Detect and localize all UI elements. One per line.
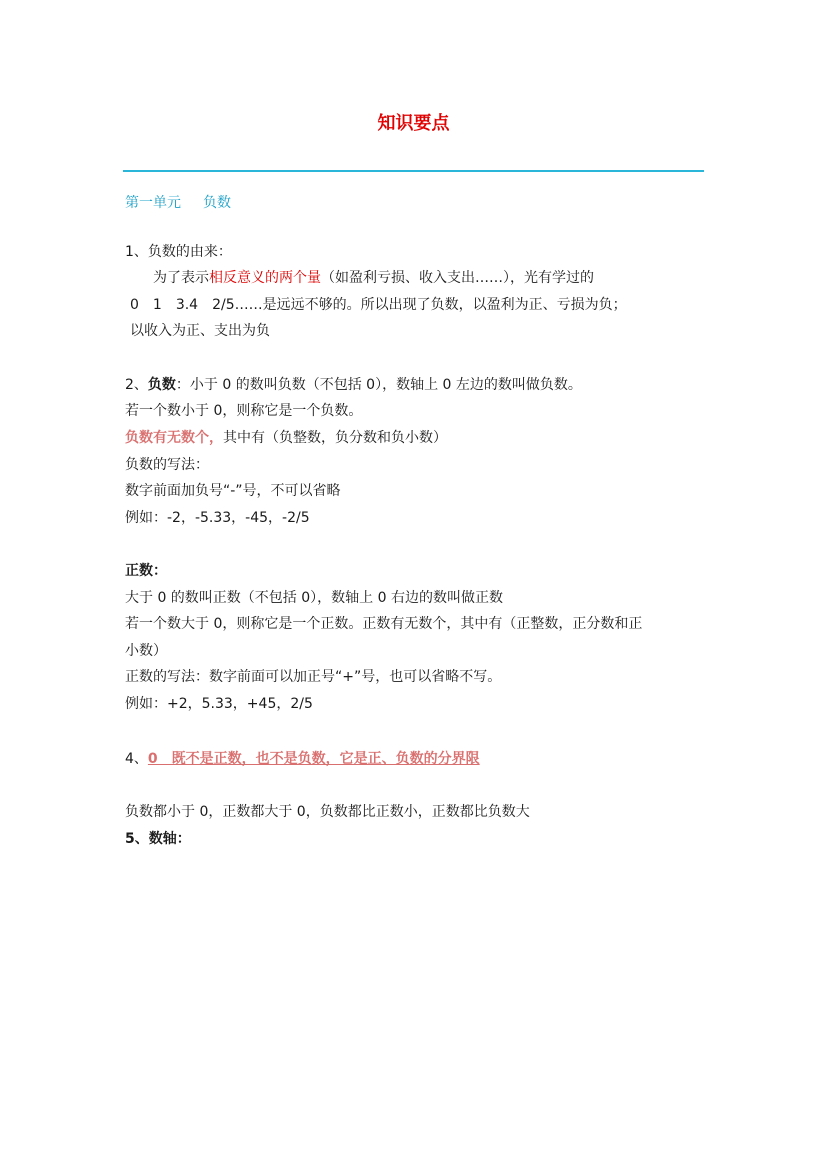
s3-line1: 大于 0 的数叫正数（不包括 0），数轴上 0 右边的数叫做正数 bbox=[125, 590, 503, 606]
title-divider bbox=[123, 170, 704, 172]
s2-line2: 若一个数小于 0，则称它是一个负数。 bbox=[125, 403, 363, 419]
s2-term: 负数 bbox=[147, 377, 176, 393]
unit-label: 第一单元 bbox=[125, 195, 181, 211]
s1-line1-pre: 为了表示 bbox=[153, 270, 209, 286]
s2-definition bbox=[125, 375, 582, 395]
s3-example: 例如：+2，5.33，+45，2/5 bbox=[125, 696, 313, 712]
s1-heading: 1、负数的由来： bbox=[125, 244, 232, 260]
s2-infinite bbox=[125, 428, 447, 448]
s1-highlight: 相反意义的两个量 bbox=[209, 270, 321, 286]
s2-infinite-highlight: 负数有无数个， bbox=[125, 430, 223, 446]
s1-line1 bbox=[153, 268, 594, 288]
s4-num: 4、 bbox=[125, 751, 148, 767]
s3-heading: 正数： bbox=[125, 563, 167, 579]
s3-line3: 小数） bbox=[125, 643, 167, 659]
unit-heading bbox=[125, 193, 231, 213]
s2-write-heading: 负数的写法： bbox=[125, 457, 209, 473]
s1-line1-post: （如盈利亏损、收入支出……），光有学过的 bbox=[321, 270, 594, 286]
s3-line2: 若一个数大于 0，则称它是一个正数。正数有无数个，其中有（正整数，正分数和正 bbox=[125, 616, 643, 632]
s2-def: ：小于 0 的数叫负数（不包括 0），数轴上 0 左边的数叫做负数。 bbox=[175, 377, 582, 393]
s4-statement bbox=[125, 749, 480, 769]
s2-write-rule: 数字前面加负号“-”号，不可以省略 bbox=[125, 483, 341, 499]
unit-topic: 负数 bbox=[203, 195, 231, 211]
s1-line2: 0 1 3.4 2/5……是远远不够的。所以出现了负数，以盈利为正、亏损为负； bbox=[130, 297, 627, 313]
s2-infinite-post: 其中有（负整数，负分数和负小数） bbox=[223, 430, 447, 446]
s4b-comparison: 负数都小于 0，正数都大于 0，负数都比正数小，正数都比负数大 bbox=[125, 804, 530, 820]
s3-line4: 正数的写法：数字前面可以加正号“+”号，也可以省略不写。 bbox=[125, 669, 502, 685]
s1-line3: 以收入为正、支出为负 bbox=[130, 323, 270, 339]
s4-highlight: 0 既不是正数，也不是负数，它是正、负数的分界限 bbox=[147, 751, 480, 767]
s2-example: 例如：-2，-5.33，-45，-2/5 bbox=[125, 510, 310, 526]
s5-heading: 5、数轴： bbox=[125, 831, 191, 847]
s2-num: 2、 bbox=[125, 377, 148, 393]
page-title: 知识要点 bbox=[377, 113, 450, 134]
